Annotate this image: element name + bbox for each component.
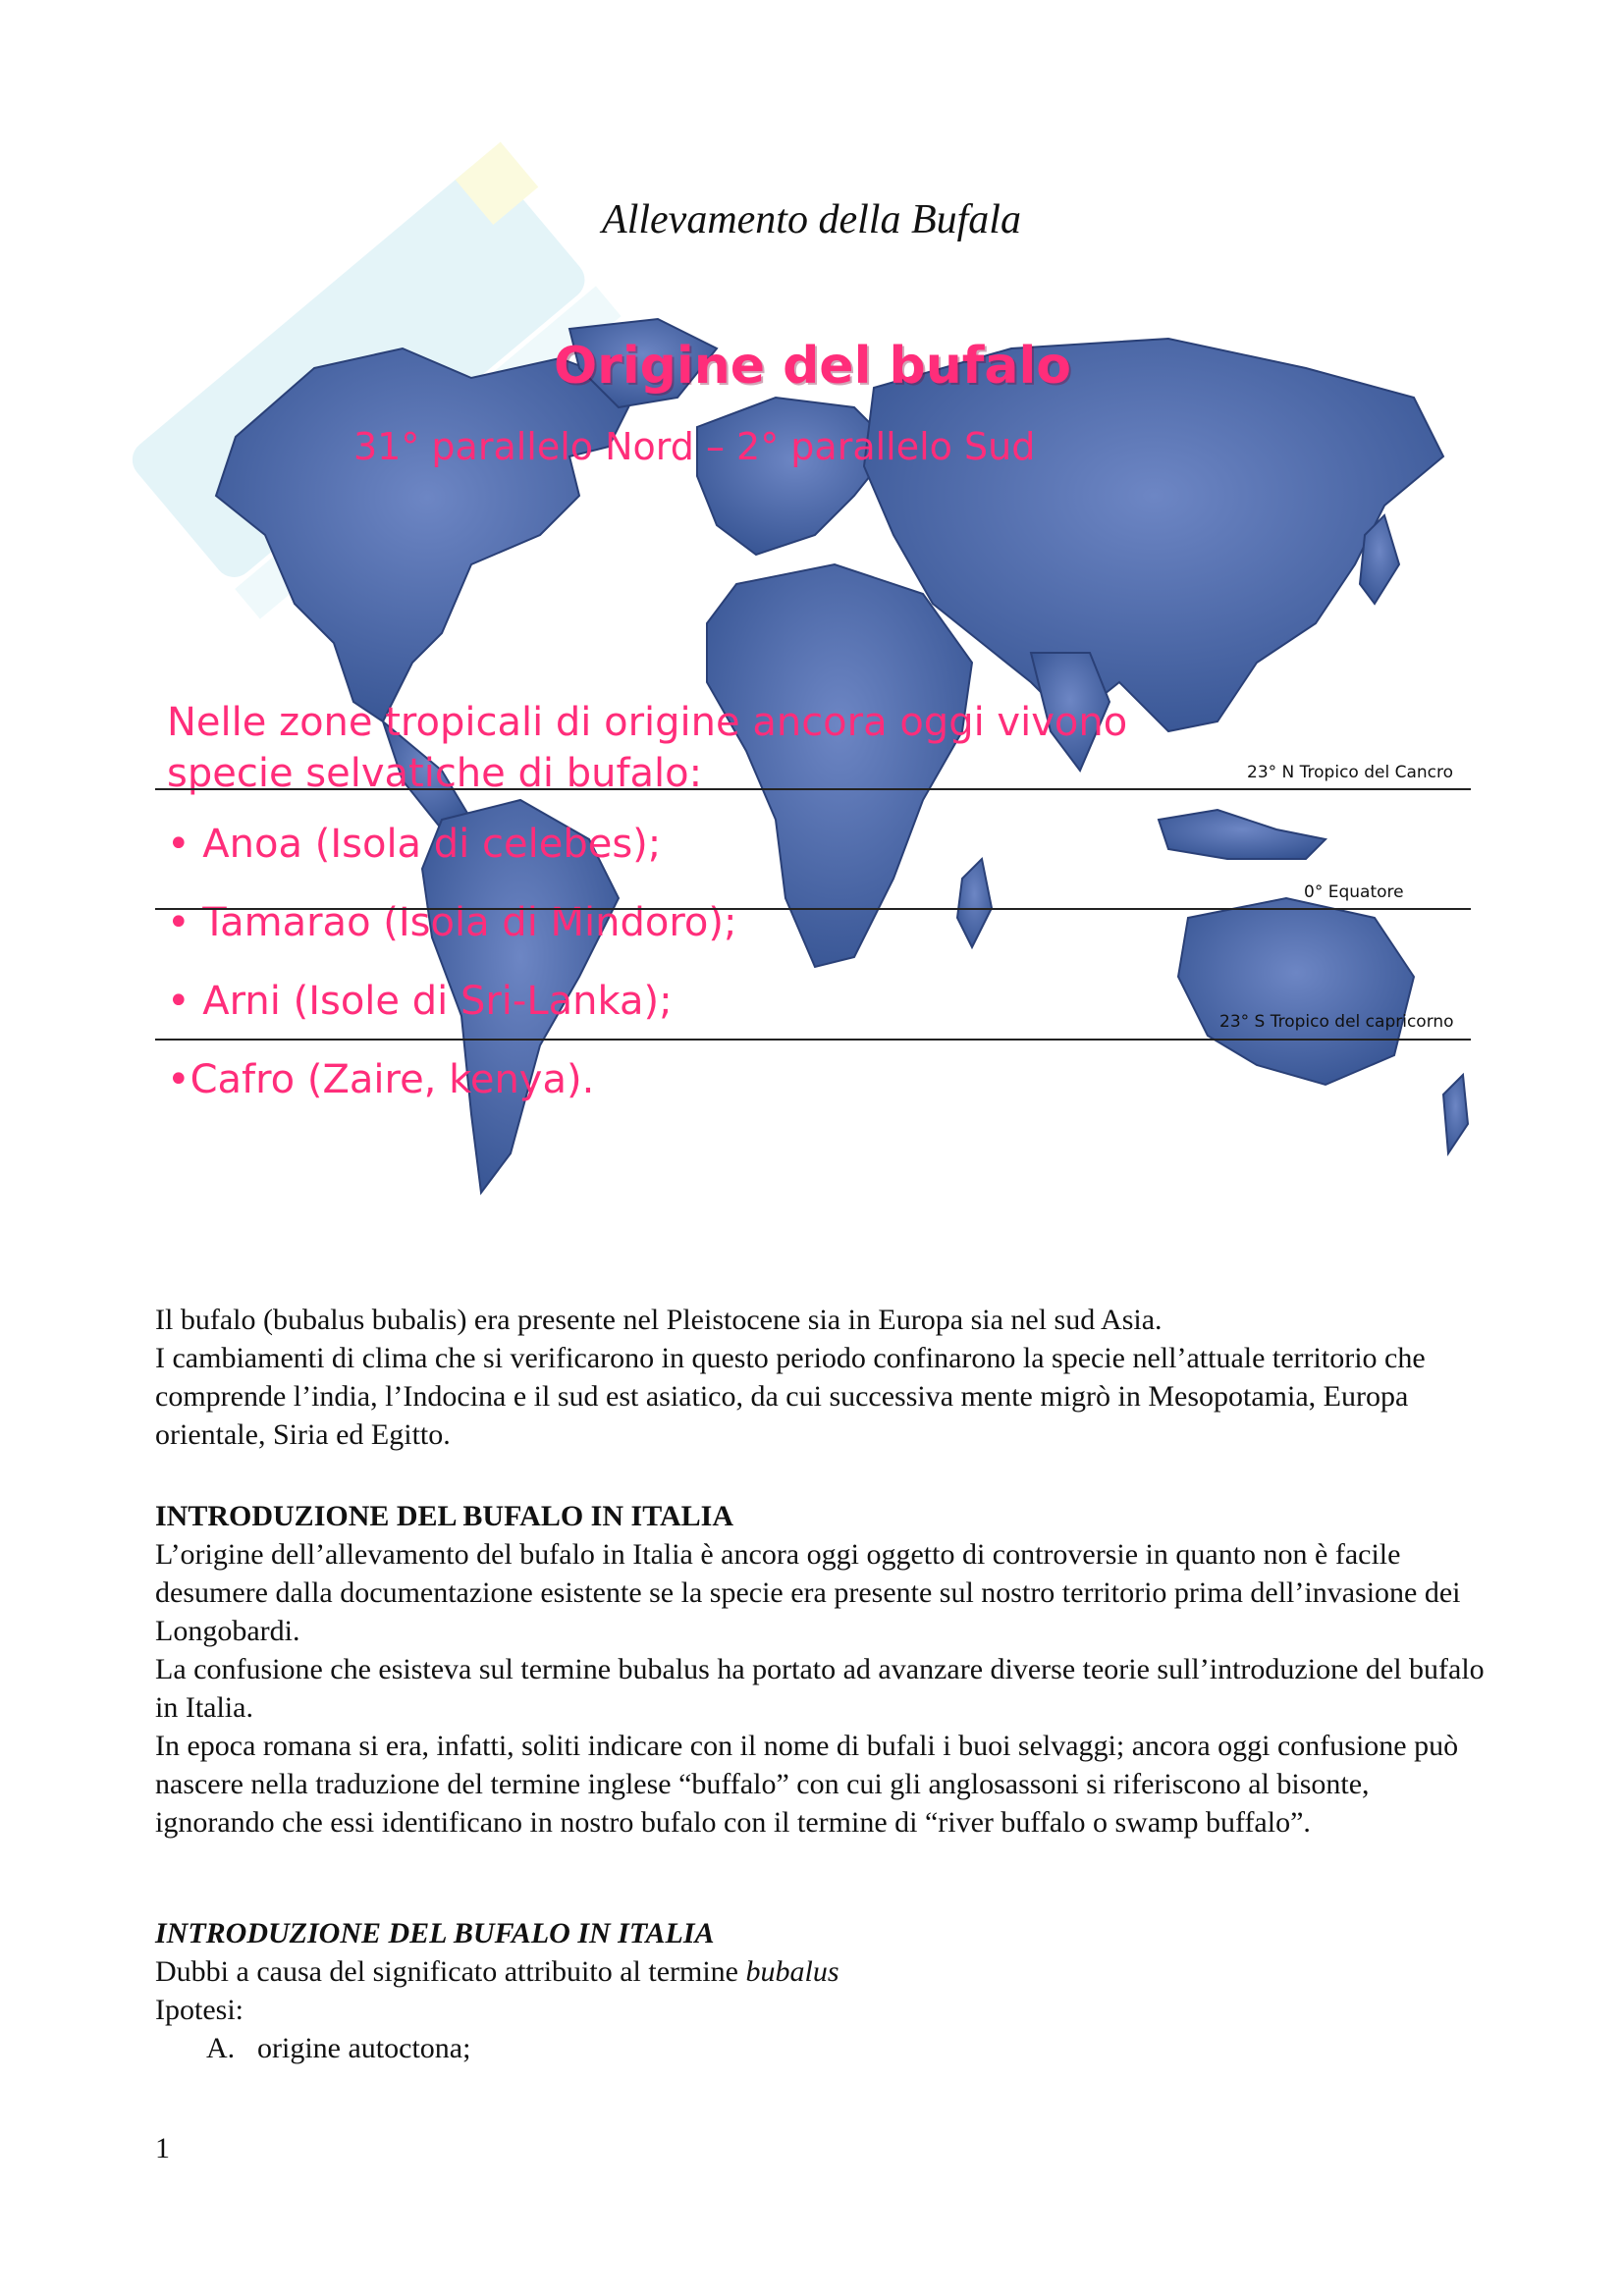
paragraph: Il bufalo (bubalus bubalis) era presente nel Pleistocene sia in Europa sia nel sud Asia.: [155, 1304, 1163, 1336]
list-item: • Arni (Isole di Sri-Lanka);: [167, 979, 673, 1024]
list-item: [155, 2029, 1490, 2067]
equator-line: [155, 908, 1471, 910]
slide-heading: Origine del bufalo: [553, 337, 1072, 396]
paragraph: La confusione che esisteva sul termine bubalus ha portato ad avanzare diverse teorie sull’introduzione del bufalo in Italia.: [155, 1653, 1485, 1724]
paragraph: In epoca romana si era, infatti, soliti indicare con il nome di bufali i buoi selvaggi; ancora oggi confusione può nascere nella traduzione del termine inglese “buffalo” con cui gli anglosassoni si riferiscono al bisonte, ignorando che essi identificano in nostro bufalo con il termine di “river buffalo o swamp buffalo”.: [155, 1730, 1459, 1839]
term: bubalus: [745, 1955, 839, 1988]
section-heading: INTRODUZIONE DEL BUFALO IN ITALIA: [155, 1500, 733, 1532]
list-item: • Tamarao (Isola di Mindoro);: [167, 900, 737, 945]
list-marker: A.: [206, 2032, 236, 2064]
page-number: 1: [155, 2132, 170, 2164]
hypotheses-list: [155, 2029, 1490, 2067]
tropic-of-capricorn-line: [155, 1039, 1471, 1041]
slide-subtitle: 31° parallelo Nord – 2° parallelo Sud: [353, 425, 1036, 468]
list-text: origine autoctona;: [257, 2032, 471, 2064]
equator-label: 0° Equatore: [1304, 882, 1404, 902]
origin-slide: [147, 309, 1478, 1252]
paragraph: Ipotesi:: [155, 1994, 243, 2026]
paragraph: I cambiamenti di clima che si verificarono in questo periodo confinarono la specie nell’attuale territorio che comprende l’india, l’Indocina e il sud est asiatico, da cui successiva mente migrò in Mesopotamia, Europa orientale, Siria ed Egitto.: [155, 1342, 1426, 1451]
intro-section: [155, 1301, 1490, 1454]
tropic-of-cancer-label: 23° N Tropico del Cancro: [1247, 763, 1454, 782]
paragraph: L’origine dell’allevamento del bufalo in Italia è ancora oggi oggetto di controversie in quanto non è facile desumere dalla documentazione esistente se la specie era presente sul nostro territorio prima dell’invasione dei Longobardi.: [155, 1538, 1461, 1647]
list-item: • Anoa (Isola di celebes);: [167, 822, 662, 867]
hypotheses-section: [155, 1914, 1490, 2067]
introduction-section: [155, 1497, 1490, 1842]
text: Dubbi a causa del significato attribuito al termine: [155, 1955, 746, 1988]
tropic-of-cancer-line: [155, 788, 1471, 790]
paragraph: [155, 1952, 1490, 1991]
slide-intro: Nelle zone tropicali di origine ancora oggi vivono specie selvatiche di bufalo:: [167, 700, 1128, 796]
tropic-of-capricorn-label: 23° S Tropico del capricorno: [1219, 1012, 1454, 1032]
section-heading: INTRODUZIONE DEL BUFALO IN ITALIA: [155, 1917, 715, 1949]
document-title: Allevamento della Bufala: [602, 197, 1021, 242]
list-item: •Cafro (Zaire, kenya).: [167, 1057, 595, 1102]
species-list: [167, 820, 737, 1134]
